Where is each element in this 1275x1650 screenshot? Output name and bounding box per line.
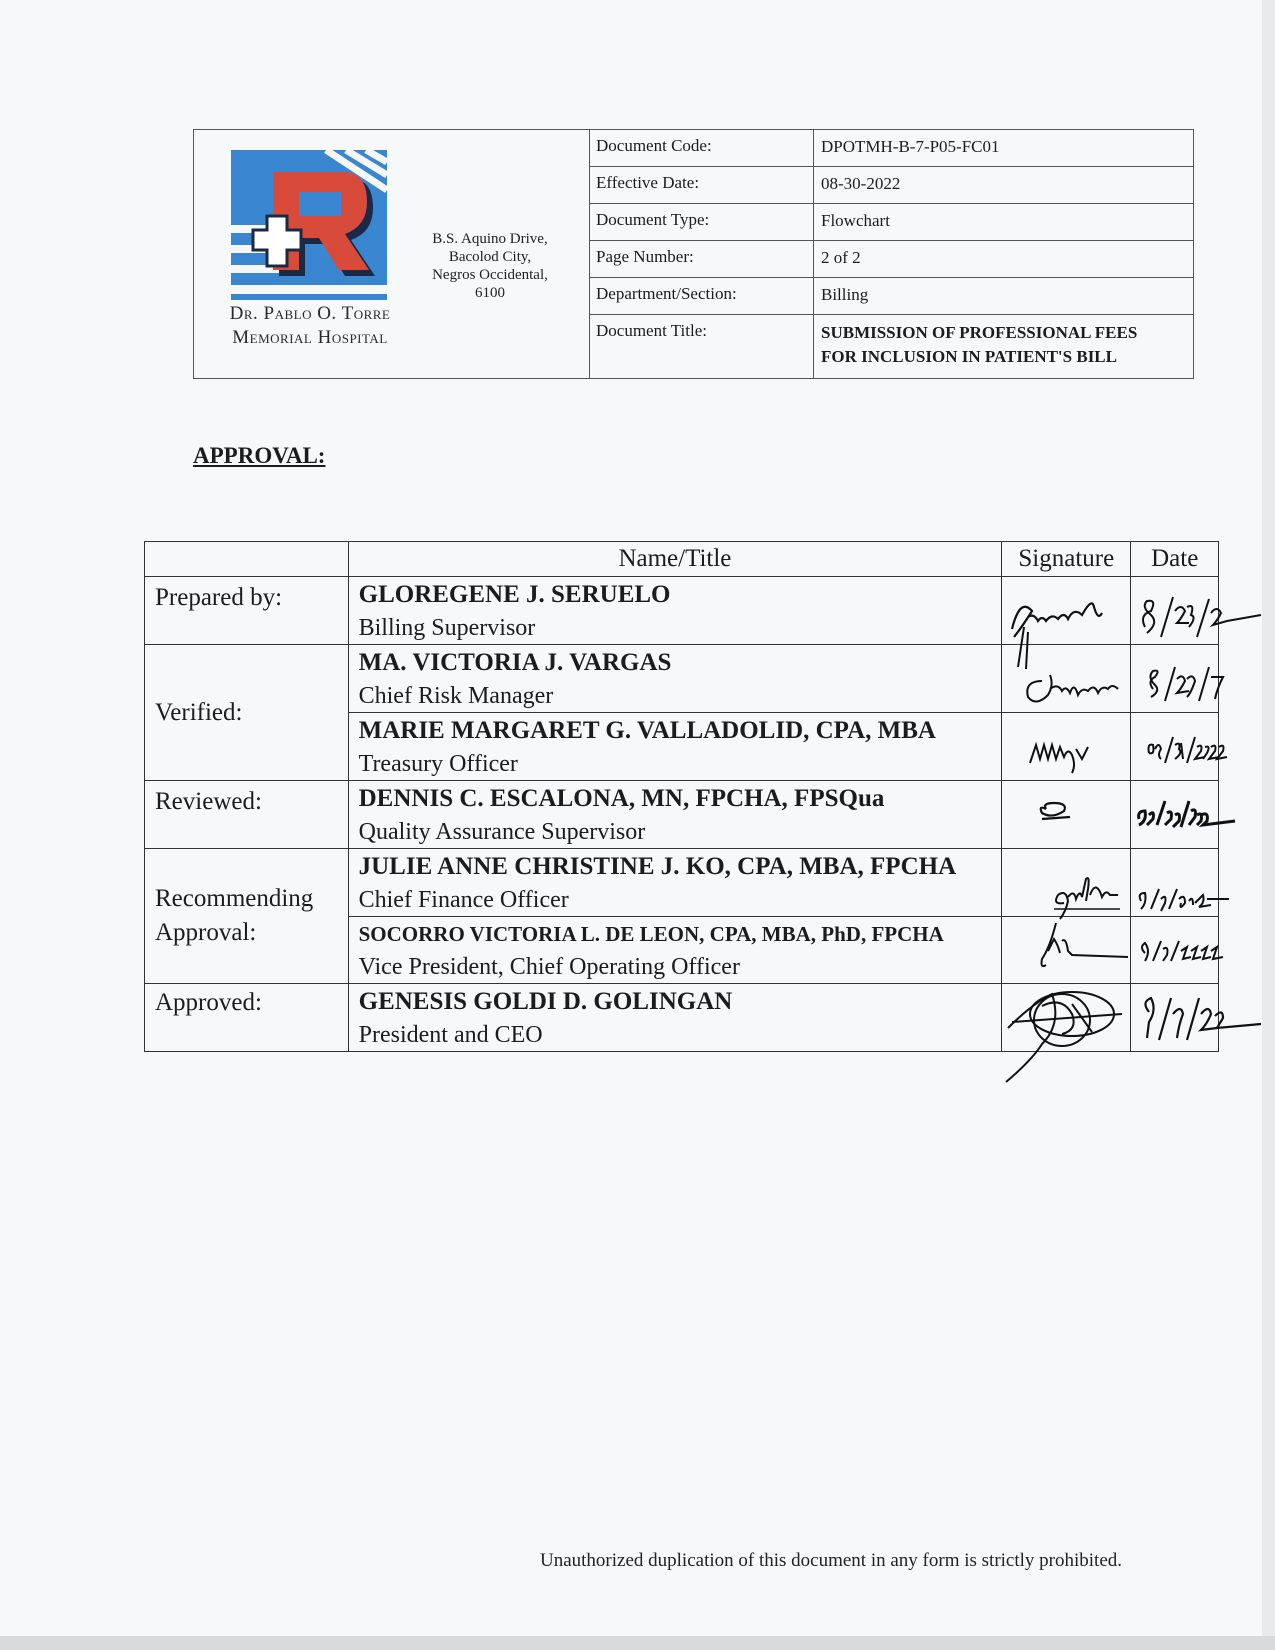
header-name-title: Name/Title [348,542,1002,577]
info-value: 2 of 2 [821,248,861,267]
info-key: Department/Section: [590,278,814,314]
info-row-document-type [590,204,1193,241]
handwritten-date [1131,984,1261,1054]
hospital-address [420,230,560,300]
info-row-page-number [590,241,1193,278]
row-label: Reviewed: [145,781,349,849]
document-header [193,129,1194,379]
info-key: Document Type: [590,204,814,240]
handwritten-date [1131,577,1261,647]
date-cell [1131,781,1219,849]
info-row-department [590,278,1193,315]
address-line2: Bacolod City, [448,249,532,265]
signature-mark [1002,713,1132,783]
signature-cell [1002,917,1131,984]
date-cell [1131,645,1219,713]
name-title-cell [348,849,1002,917]
signature-mark [1002,984,1132,1094]
footer-notice: Unauthorized duplication of this document in any form is strictly prohibited. [540,1550,1123,1571]
name-title-cell [348,577,1002,645]
signature-cell [1002,645,1131,713]
row-label-recommending [145,849,349,984]
info-value: Flowchart [821,211,890,230]
approval-heading: APPROVAL: [193,443,326,468]
row-label: Approved: [145,984,349,1052]
row-label: Verified: [145,645,349,781]
document-title-line2: FOR INCLUSION IN PATIENT'S BILL [821,347,1117,366]
hospital-name [194,302,426,350]
row-label: Prepared by: [145,577,349,645]
address-line1: B.S. Aquino Drive, [432,231,548,247]
document-info-grid [590,130,1193,379]
signatory-name: MARIE MARGARET G. VALLADOLID, CPA, MBA [358,716,936,744]
name-title-cell [348,781,1002,849]
hospital-logo-cell [194,130,590,378]
info-key: Document Code: [590,130,814,166]
signatory-name: GLOREGENE J. SERUELO [358,580,671,608]
signatory-name: SOCORRO VICTORIA L. DE LEON, CPA, MBA, PhD, FPCHA [358,922,944,946]
name-title-cell [348,645,1002,713]
info-row-document-code [590,130,1193,167]
info-row-document-title [590,315,1193,379]
signature-mark [1002,645,1132,715]
handwritten-date [1131,645,1231,715]
row-label-line1: Recommending [155,885,314,912]
approval-header-row [145,542,1219,577]
signature-cell [1002,984,1131,1052]
header-signature: Signature [1002,542,1131,577]
hospital-name-line2: Memorial Hospital [232,327,388,348]
handwritten-date [1131,849,1241,919]
date-cell [1131,713,1219,781]
signature-mark [1002,849,1132,919]
signatory-title: President and CEO [358,1021,543,1048]
approval-row-prepared [145,577,1219,645]
header-empty-cell [145,542,349,577]
date-cell [1131,984,1219,1052]
info-value: DPOTMH-B-7-P05-FC01 [821,137,1000,156]
scan-bottom-edge [0,1636,1275,1650]
address-line3: Negros Occidental, [432,267,548,283]
header-date: Date [1131,542,1219,577]
approval-table [144,541,1219,1052]
handwritten-date [1131,781,1241,851]
name-title-cell [348,917,1002,984]
row-label-line2: Approval: [155,919,257,946]
signature-cell [1002,849,1131,917]
signatory-title: Chief Finance Officer [358,886,569,913]
handwritten-date [1131,917,1241,979]
scan-edge [1262,0,1275,1650]
approval-row-reviewed [145,781,1219,849]
signature-mark [1002,917,1132,979]
signature-cell [1002,781,1131,849]
document-title-line1: SUBMISSION OF PROFESSIONAL FEES [821,323,1138,342]
info-key: Document Title: [590,315,814,379]
hospital-name-line1: Dr. Pablo O. Torre [229,303,391,324]
info-row-effective-date [590,167,1193,204]
signatory-title: Billing Supervisor [358,614,536,641]
approval-row-verified-1 [145,645,1219,713]
signatory-name: JULIE ANNE CHRISTINE J. KO, CPA, MBA, FPCHA [358,852,957,880]
signatory-name: DENNIS C. ESCALONA, MN, FPCHA, FPSQua [358,784,885,812]
address-line4: 6100 [475,285,505,300]
signature-mark [1002,781,1132,851]
handwritten-date [1131,713,1241,783]
info-key: Page Number: [590,241,814,277]
signatory-title: Vice President, Chief Operating Officer [358,954,740,980]
info-key: Effective Date: [590,167,814,203]
date-cell [1131,577,1219,645]
signature-cell [1002,713,1131,781]
signatory-title: Treasury Officer [358,750,518,777]
info-value: 08-30-2022 [821,174,901,193]
signatory-name: GENESIS GOLDI D. GOLINGAN [358,987,733,1015]
signatory-title: Chief Risk Manager [358,682,554,709]
document-title [814,315,1193,379]
date-cell [1131,917,1219,984]
name-title-cell [348,713,1002,781]
date-cell [1131,849,1219,917]
approval-row-recommending-1 [145,849,1219,917]
signature-cell [1002,577,1131,645]
hospital-logo [231,150,387,300]
signatory-title: Quality Assurance Supervisor [358,818,646,845]
name-title-cell [348,984,1002,1052]
signatory-name: MA. VICTORIA J. VARGAS [358,648,672,676]
approval-row-approved [145,984,1219,1052]
info-value: Billing [821,285,869,304]
